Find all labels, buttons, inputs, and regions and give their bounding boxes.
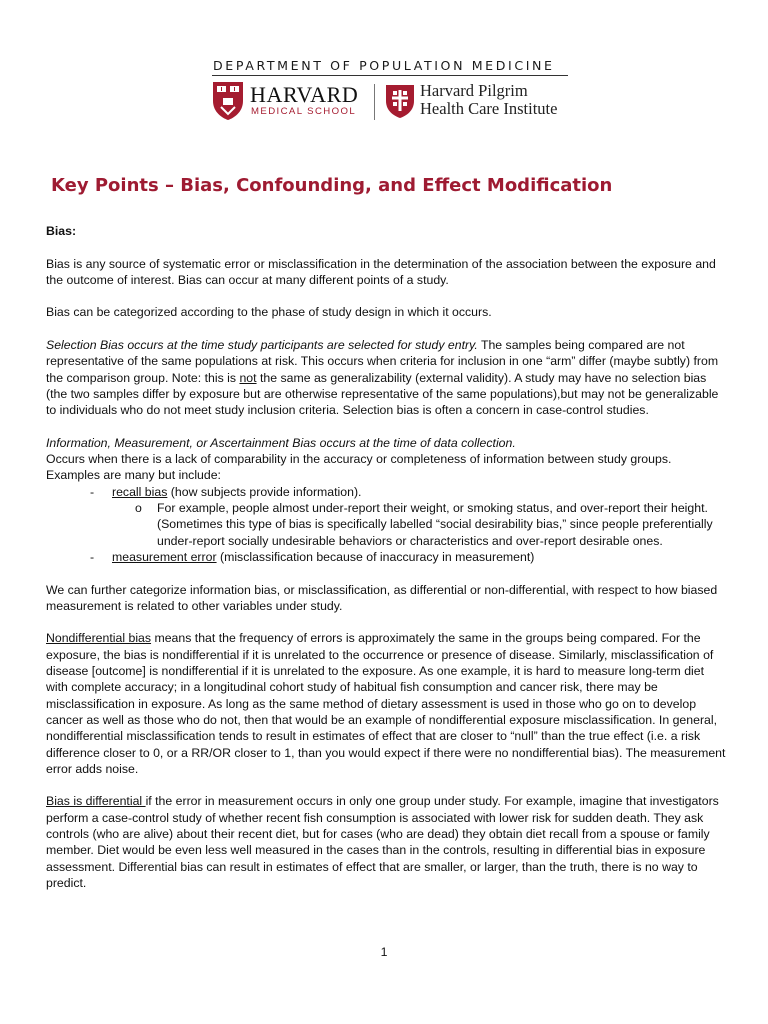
paragraph-information-bias [46, 435, 726, 565]
paragraph-differential-bias [46, 793, 726, 891]
selection-bias-not: not [239, 370, 257, 385]
hp-name-line2: Health Care Institute [420, 99, 558, 118]
hms-name: HARVARD [250, 82, 359, 107]
document-body [46, 223, 726, 891]
recall-bias-example: For example, people almost under-report their weight, or smoking status, and over-report their height. (Sometimes this type of bias is specifically labelled “social desirability bias,” since people preferentially under-report socially undesirable behaviors or characteristics and over-report desirable ones. [157, 501, 713, 548]
paragraph-selection-bias [46, 337, 726, 418]
recall-bias-term: recall bias [112, 484, 168, 499]
selection-bias-text-1: The samples being compared are not representative of the same populations at risk. This occurs when criteria for inclusion in one “arm” differ (maybe subtly) from the comparison group. Note: this is [46, 338, 719, 385]
list-item [46, 549, 726, 565]
list-dash: - [90, 549, 95, 564]
hp-name-line1: Harvard Pilgrim [420, 81, 528, 100]
logo-divider [374, 84, 375, 120]
page-title: Key Points – Bias, Confounding, and Effect Modification [51, 175, 613, 196]
paragraph-further-categorization: We can further categorize information bias, or misclassification, as differential or non-differential, with respect to how biased measurement is related to other variables under study. [46, 582, 718, 613]
hms-subtitle: MEDICAL SCHOOL [251, 106, 357, 117]
department-name: DEPARTMENT OF POPULATION MEDICINE [213, 58, 555, 73]
differential-term: Bias is differential [46, 794, 146, 809]
harvard-medical-school-logo [212, 81, 372, 123]
page-number: 1 [380, 945, 388, 959]
list-dash: - [90, 484, 95, 499]
information-bias-text: Occurs when there is a lack of comparability in the accuracy or completeness of information between study groups. Examples are many but include: [46, 452, 672, 483]
recall-bias-sublist [112, 500, 726, 549]
header-rule [212, 75, 568, 76]
selection-bias-text-2: the same as generalizability (external validity). A study may have no selection bias (the two samples differ by exposure but are otherwise representative of the same populations),but may not be generalizable to individuals who do not meet study inclusion criteria. Selection bias is often a concern in case-control studies. [46, 370, 719, 418]
paragraph-bias-definition: Bias is any source of systematic error or misclassification in the determination of the association between the exposure and the outcome of interest. Bias can occur at many different points of a study. [46, 256, 716, 287]
section-heading-bias: Bias: [46, 224, 77, 238]
nondifferential-term: Nondifferential bias [46, 631, 152, 646]
paragraph-bias-categories: Bias can be categorized according to the phase of study design in which it occurs. [46, 305, 492, 320]
information-bias-intro: Information, Measurement, or Ascertainment Bias occurs at the time of data collection. [46, 435, 516, 450]
selection-bias-intro: Selection Bias occurs at the time study participants are selected for study entry. [46, 338, 478, 353]
harvard-pilgrim-logo [384, 81, 574, 123]
differential-text: if the error in measurement occurs in only one group under study. For example, imagine that investigators perform a case-control study of whether recent fish consumption is associated with lower risk for sudden death. They ask controls (who are alive) about their recent diet, but for cases (who are dead) they obtain diet recall from a spouse or family member. Diet would be even less well measured in the cases than in the controls, resulting in differential bias in exposure assessment. Differential bias can result in estimates of effect that are smaller, or larger, than the truth, there is no way to predict. [46, 794, 719, 890]
harvard-shield-icon [212, 81, 244, 121]
recall-bias-text: (how subjects provide information). [167, 484, 362, 499]
nondifferential-text: means that the frequency of errors is approximately the same in the groups being compared. For the exposure, the bias is nondifferential if it is unrelated to the occurrence or presence of disease. Similarly, misclassification of disease [outcome] is nondifferential if it is unrelated to the exposure. As one example, it is hard to measure long-term diet with complete accuracy; in a longitudinal cohort study of habitual fish consumption and cancer risk, there may be misclassification in exposure. As long as the same method of dietary assessment is used in those who go on to develop cancer as well as those who do not, then that would be an example of nondifferential exposure misclassification. In general, nondifferential misclassification tends to result in estimates of effect that are closer to “null” than the true effect (i.e. a risk difference closer to 0, or a RR/OR closer to 1, than you would expect if there were no nondifferential bias). The measurement error adds noise. [46, 631, 726, 776]
measurement-error-text: (misclassification because of inaccuracy in measurement) [216, 549, 535, 564]
information-bias-list [46, 484, 726, 565]
list-item [112, 500, 726, 549]
harvard-pilgrim-cross-icon [384, 83, 416, 119]
list-item [46, 484, 726, 549]
list-circle-marker: o [135, 501, 142, 516]
measurement-error-term: measurement error [112, 549, 217, 564]
paragraph-nondifferential-bias [46, 630, 726, 777]
